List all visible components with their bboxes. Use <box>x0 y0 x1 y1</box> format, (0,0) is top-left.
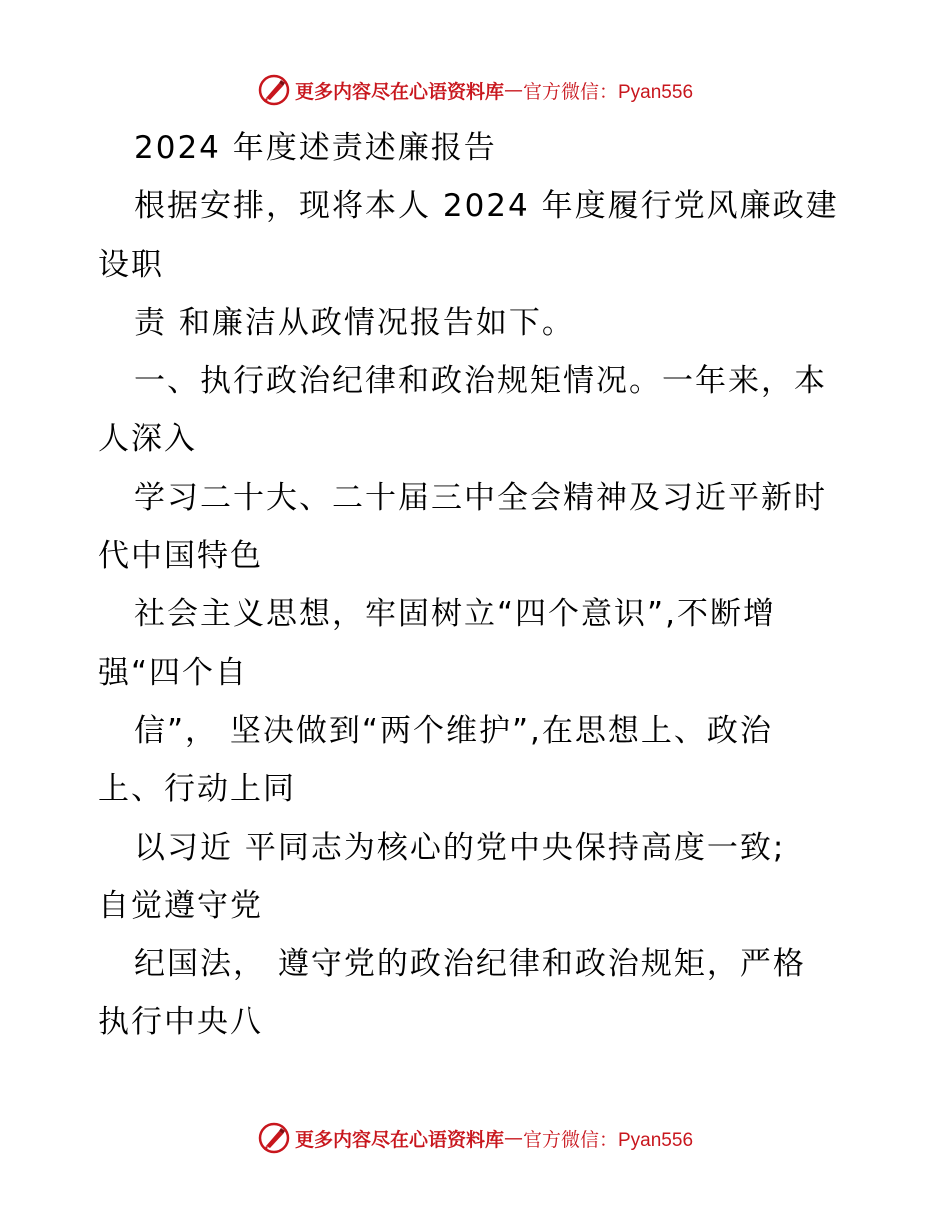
pen-logo-icon <box>257 73 291 107</box>
header-watermark <box>0 70 950 110</box>
text-line: 执行中央八 <box>98 1004 263 1041</box>
pen-logo-icon <box>257 1121 291 1155</box>
text-line: 信”， 坚决做到“两个维护”,在思想上、政治 <box>134 712 773 749</box>
watermark-dash: — <box>504 79 523 101</box>
document-title: 2024 年度述责述廉报告 <box>134 130 497 166</box>
text-line: 设职 <box>98 246 164 283</box>
watermark-contact-text: 官方微信：Pyan556 <box>523 1129 694 1151</box>
text-line: 学习二十大、二十届三中全会精神及习近平新时 <box>134 479 827 516</box>
text-line: 一、执行政治纪律和政治规矩情况。一年来，本 <box>134 363 827 400</box>
text-line: 以习近 平同志为核心的党中央保持高度一致; <box>134 829 786 866</box>
watermark-dash: — <box>504 1127 523 1149</box>
text-line: 社会主义思想，牢固树立“四个意识”,不断增 <box>134 596 776 633</box>
text-line: 责 和廉洁从政情况报告如下。 <box>134 304 575 341</box>
text-line: 纪国法， 遵守党的政治纪律和政治规矩，严格 <box>134 946 806 983</box>
text-line: 强“四个自 <box>98 654 249 691</box>
text-line: 根据安排，现将本人 2024 年度履行党风廉政建 <box>134 188 839 225</box>
text-line: 人深入 <box>98 421 197 458</box>
document-body <box>0 119 950 1052</box>
watermark-site-text: 更多内容尽在心语资料库 <box>294 1128 504 1151</box>
footer-watermark <box>0 1118 950 1158</box>
watermark-site-text: 更多内容尽在心语资料库 <box>294 80 504 103</box>
text-line: 自觉遵守党 <box>98 887 263 924</box>
watermark-contact-text: 官方微信：Pyan556 <box>523 81 694 103</box>
text-line: 上、行动上同 <box>98 771 296 808</box>
text-line: 代中国特色 <box>98 538 263 575</box>
